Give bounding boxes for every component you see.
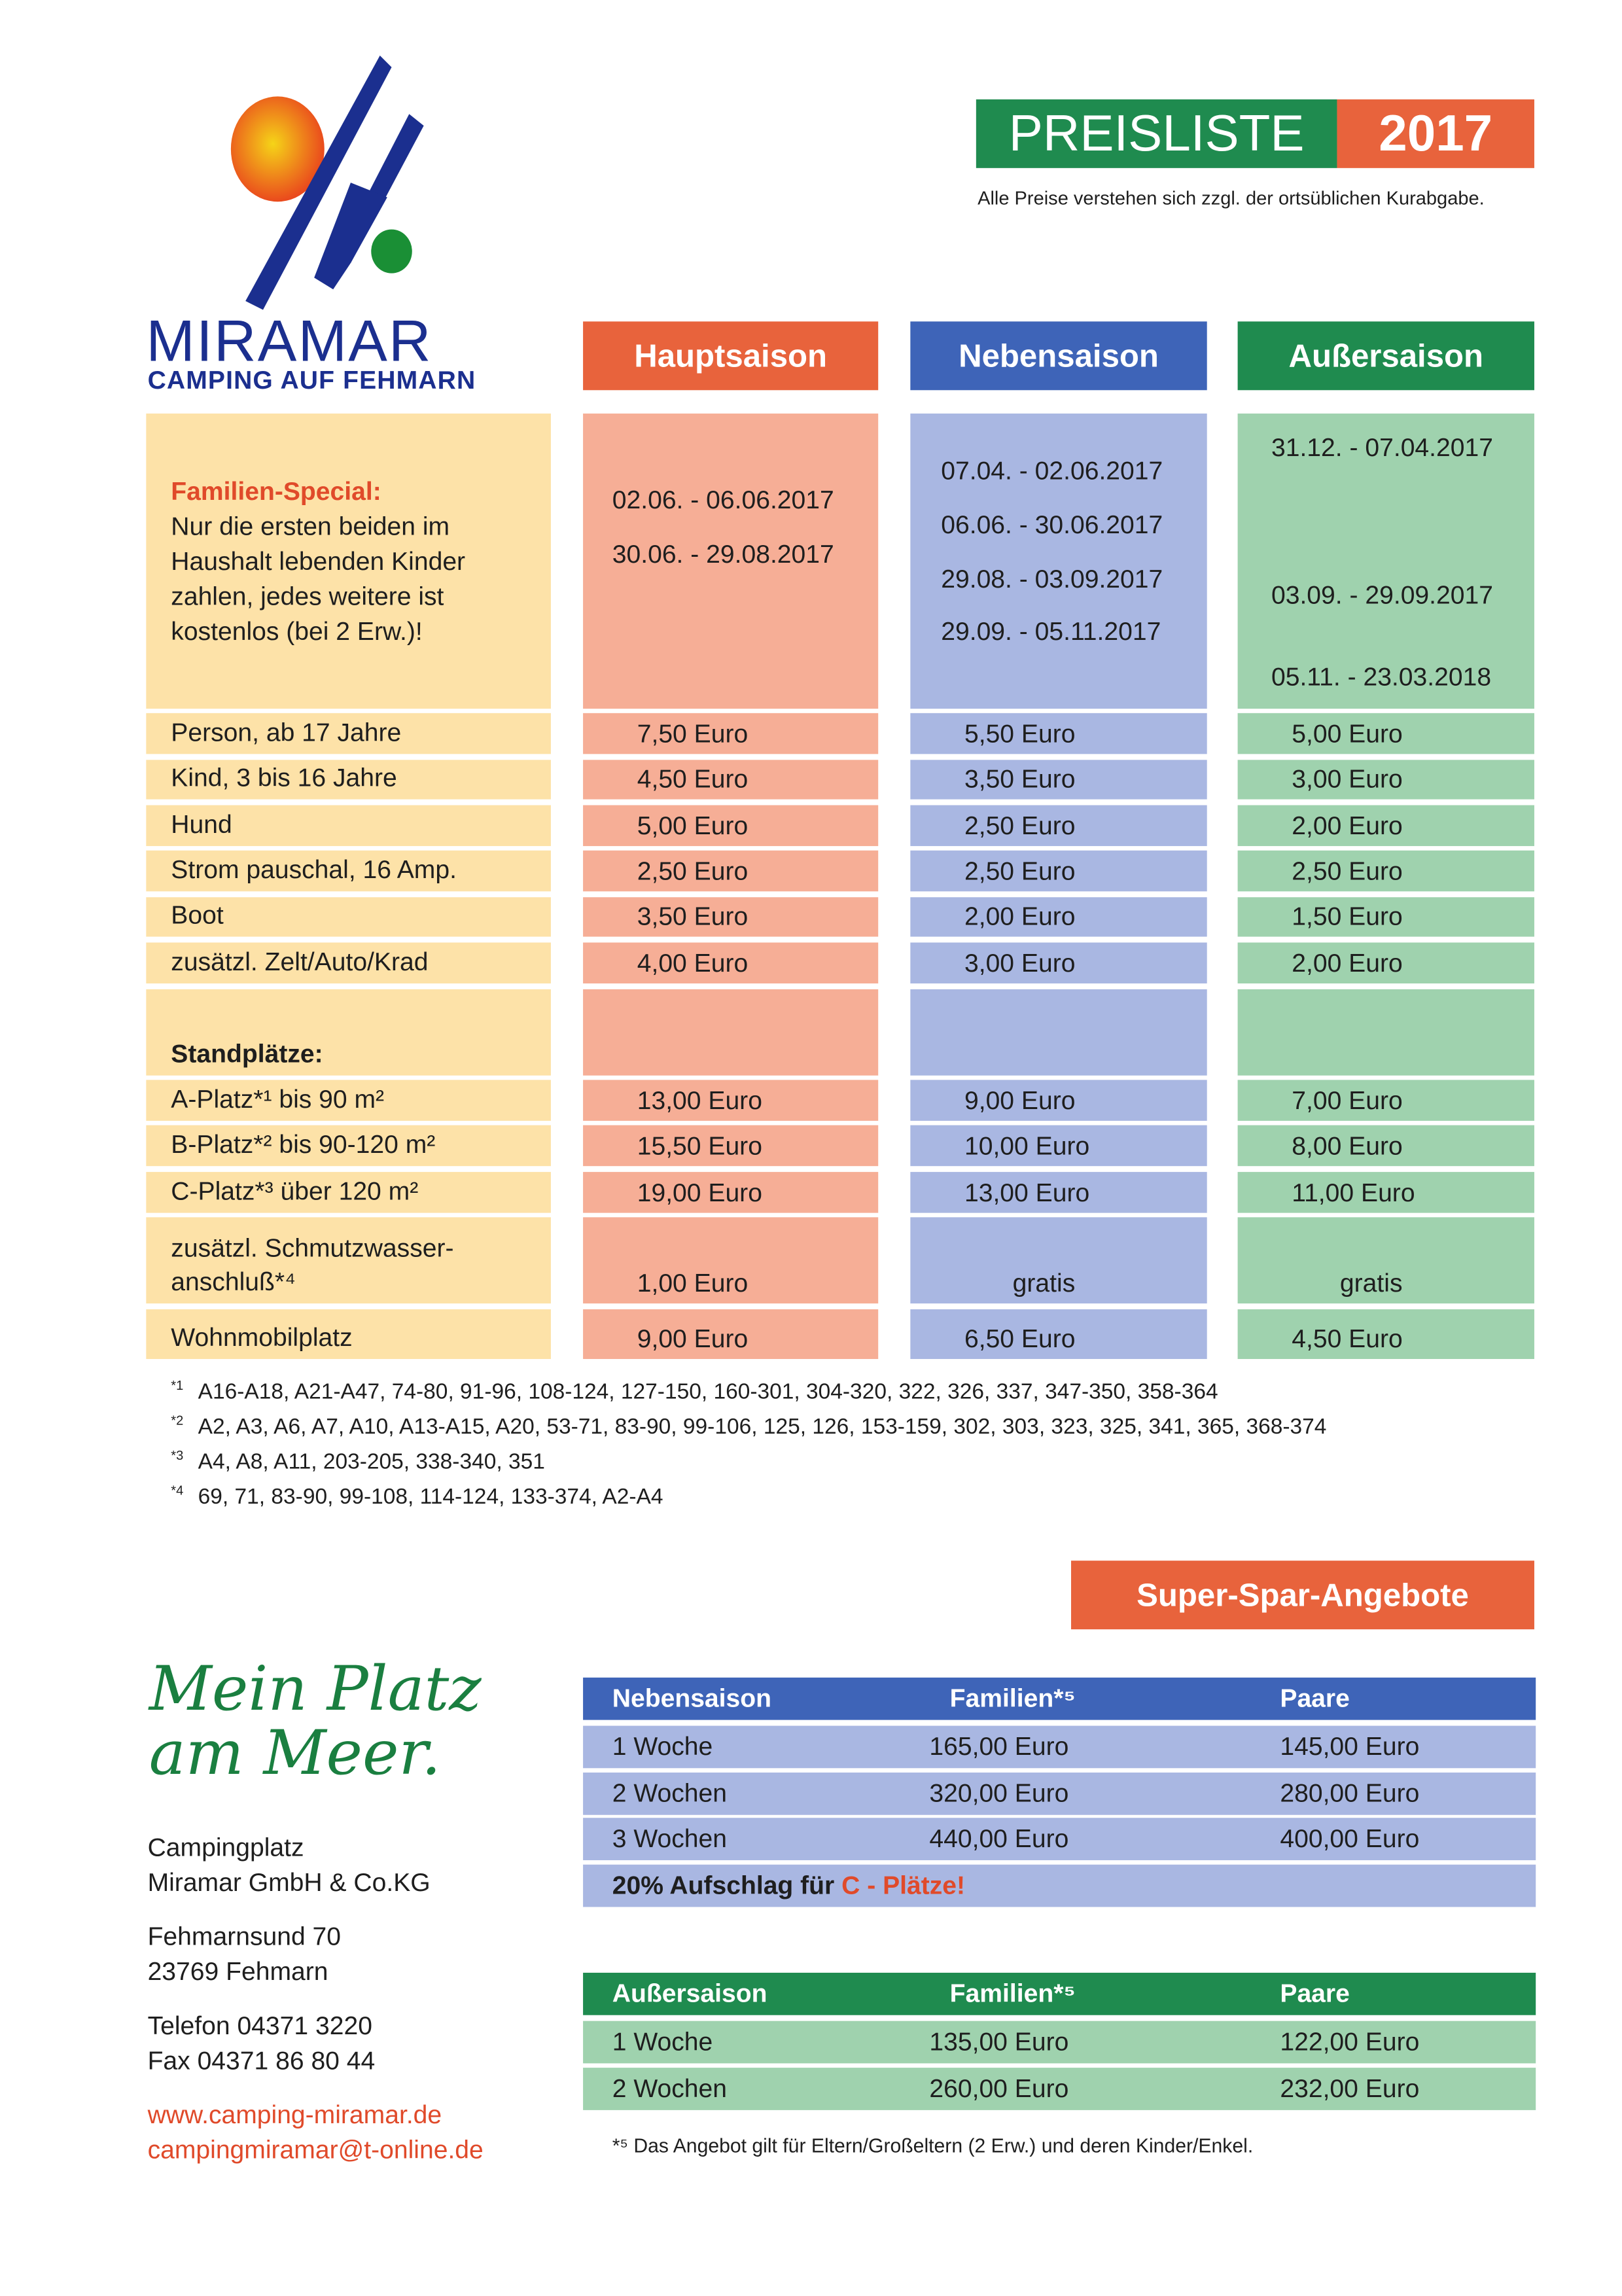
cell: 145,00 Euro bbox=[1280, 1731, 1420, 1761]
price-cell: 15,50 Euro bbox=[583, 1125, 878, 1167]
column-header: Paare bbox=[1280, 1683, 1350, 1713]
date-range: 07.04. - 02.06.2017 bbox=[941, 455, 1163, 486]
aussersaison-offer-row bbox=[583, 2067, 1536, 2110]
price-cell: 2,50 Euro bbox=[583, 851, 878, 892]
season-header-hauptsaison: Hauptsaison bbox=[583, 321, 878, 390]
contact-block bbox=[148, 1829, 484, 2167]
price-cell: 3,00 Euro bbox=[910, 942, 1207, 983]
row-label: Wohnmobilplatz bbox=[146, 1309, 551, 1359]
email-link[interactable]: campingmiramar@t-online.de bbox=[147, 2134, 484, 2164]
cell: 1 Woche bbox=[612, 1731, 713, 1761]
phone: Telefon 04371 3220 bbox=[147, 2011, 372, 2040]
date-range: 30.06. - 29.08.2017 bbox=[612, 539, 834, 569]
super-spar-title: Super-Spar-Angebote bbox=[1071, 1561, 1534, 1629]
date-range: 05.11. - 23.03.2018 bbox=[1271, 662, 1492, 692]
price-cell: 2,00 Euro bbox=[1238, 805, 1534, 847]
fax: Fax 04371 86 80 44 bbox=[147, 2045, 376, 2075]
price-cell: gratis bbox=[1238, 1217, 1534, 1303]
price-cell: 9,00 Euro bbox=[910, 1080, 1207, 1121]
price-cell: 5,00 Euro bbox=[583, 805, 878, 847]
nebensaison-offer-row bbox=[583, 1818, 1536, 1861]
price-cell: gratis bbox=[910, 1217, 1207, 1303]
price-cell: 1,50 Euro bbox=[1238, 897, 1534, 936]
page-subtitle: Alle Preise verstehen sich zzgl. der ortsüblichen Kurabgabe. bbox=[978, 186, 1485, 209]
price-cell: 4,00 Euro bbox=[583, 942, 878, 983]
row-label: B-Platz*² bis 90-120 m² bbox=[146, 1125, 551, 1167]
super-spar-footnote: *⁵ Das Angebot gilt für Eltern/Großeltern (2 Erw.) und deren Kinder/Enkel. bbox=[612, 2134, 1254, 2157]
price-cell: 2,00 Euro bbox=[1238, 942, 1534, 983]
price-cell: 11,00 Euro bbox=[1238, 1172, 1534, 1213]
aussersaison-offer-row bbox=[583, 2021, 1536, 2064]
family-special-line: kostenlos (bei 2 Erw.)! bbox=[171, 616, 423, 646]
column-header: Familien*⁵ bbox=[949, 1978, 1076, 2008]
slogan-line: Mein Platz bbox=[149, 1652, 482, 1725]
price-cell: 1,00 Euro bbox=[583, 1217, 878, 1303]
season-header-aussersaison: Außersaison bbox=[1238, 321, 1534, 390]
cell: 2 Wochen bbox=[612, 2073, 728, 2103]
nebensaison-offer-row bbox=[583, 1726, 1536, 1769]
nebensaison-offer-row bbox=[583, 1772, 1536, 1814]
price-cell: 5,00 Euro bbox=[1238, 713, 1534, 754]
cell: 3 Wochen bbox=[612, 1824, 728, 1854]
column-header: Paare bbox=[1280, 1978, 1350, 2008]
family-special-line: Nur die ersten beiden im bbox=[171, 511, 450, 541]
company-line: Miramar GmbH & Co.KG bbox=[147, 1867, 431, 1897]
price-cell: 5,50 Euro bbox=[910, 713, 1207, 754]
row-label: C-Platz*³ über 120 m² bbox=[146, 1172, 551, 1213]
price-cell bbox=[910, 989, 1207, 1076]
date-range: 03.09. - 29.09.2017 bbox=[1271, 580, 1493, 610]
date-range: 31.12. - 07.04.2017 bbox=[1271, 433, 1493, 462]
c-platz-surcharge-note bbox=[583, 1865, 1536, 1907]
cell: 232,00 Euro bbox=[1280, 2073, 1420, 2103]
footnote-1: $^{*1}$ A16-A18, A21-A47, 74-80, 91-96, 108-124, 127-150, 160-301, 304-320, 322, 326, 337, 347-350, 358-364 bbox=[171, 1378, 1218, 1405]
row-label: Boot bbox=[146, 897, 551, 936]
company-line: Campingplatz bbox=[147, 1832, 304, 1862]
price-cell bbox=[583, 989, 878, 1076]
logo-tagline: CAMPING AUF FEHMARN bbox=[147, 365, 476, 395]
note-text: 20% Aufschlag für bbox=[612, 1870, 842, 1900]
price-cell: 13,00 Euro bbox=[583, 1080, 878, 1121]
column-header: Nebensaison bbox=[612, 1683, 772, 1713]
cell: 1 Woche bbox=[612, 2026, 713, 2057]
row-label: zusätzl. Schmutzwasser- anschluß*⁴ bbox=[146, 1217, 551, 1303]
price-cell: 3,00 Euro bbox=[1238, 760, 1534, 799]
aussersaison-offer-header bbox=[583, 1973, 1536, 2015]
price-cell: 2,00 Euro bbox=[910, 897, 1207, 936]
date-range: 29.08. - 03.09.2017 bbox=[941, 564, 1163, 593]
row-label: Kind, 3 bis 16 Jahre bbox=[146, 760, 551, 799]
nebensaison-offer-header bbox=[583, 1678, 1536, 1720]
row-label: Person, ab 17 Jahre bbox=[146, 713, 551, 754]
page-title: PREISLISTE bbox=[976, 99, 1337, 168]
price-cell: 13,00 Euro bbox=[910, 1172, 1207, 1213]
price-cell: 7,50 Euro bbox=[583, 713, 878, 754]
page-year: 2017 bbox=[1337, 99, 1534, 168]
season-header-nebensaison: Nebensaison bbox=[910, 321, 1207, 390]
logo-name: MIRAMAR bbox=[146, 309, 432, 374]
price-cell: 9,00 Euro bbox=[583, 1309, 878, 1359]
website-link[interactable]: www.camping-miramar.de bbox=[147, 2100, 442, 2129]
footnote-2: $^{*2}$ A2, A3, A6, A7, A10, A13-A15, A20, 53-71, 83-90, 99-106, 125, 126, 153-159, 302, 303, 323, 325, 341, 365, 368-374 bbox=[171, 1413, 1327, 1439]
cell: 440,00 Euro bbox=[929, 1824, 1069, 1854]
price-cell: 19,00 Euro bbox=[583, 1172, 878, 1213]
column-header: Familien*⁵ bbox=[949, 1683, 1076, 1713]
price-cell: 4,50 Euro bbox=[583, 760, 878, 799]
date-range: 29.09. - 05.11.2017 bbox=[941, 616, 1161, 646]
family-special-line: Haushalt lebenden Kinder bbox=[171, 546, 466, 576]
price-cell: 2,50 Euro bbox=[910, 805, 1207, 847]
price-cell: 2,50 Euro bbox=[910, 851, 1207, 892]
date-range: 06.06. - 30.06.2017 bbox=[941, 510, 1163, 540]
price-cell: 10,00 Euro bbox=[910, 1125, 1207, 1167]
footnote-4: $^{*4}$ 69, 71, 83-90, 99-108, 114-124, 133-374, A2-A4 bbox=[171, 1483, 663, 1510]
cell: 320,00 Euro bbox=[929, 1778, 1069, 1807]
price-cell: 2,50 Euro bbox=[1238, 851, 1534, 892]
row-label: Hund bbox=[146, 805, 551, 847]
slogan bbox=[149, 1652, 482, 1789]
cell: 400,00 Euro bbox=[1280, 1824, 1420, 1854]
date-range: 02.06. - 06.06.2017 bbox=[612, 485, 834, 515]
cell: 165,00 Euro bbox=[929, 1731, 1069, 1761]
column-header: Außersaison bbox=[612, 1978, 767, 2008]
row-label: Strom pauschal, 16 Amp. bbox=[146, 851, 551, 892]
price-cell: 4,50 Euro bbox=[1238, 1309, 1534, 1359]
row-label: zusätzl. Zelt/Auto/Krad bbox=[146, 942, 551, 983]
family-special-line: zahlen, jedes weitere ist bbox=[171, 581, 444, 611]
cell: 280,00 Euro bbox=[1280, 1778, 1420, 1807]
cell: 2 Wochen bbox=[612, 1778, 728, 1807]
footnote-3: $^{*3}$ A4, A8, A11, 203-205, 338-340, 351 bbox=[171, 1448, 545, 1475]
address-line: 23769 Fehmarn bbox=[147, 1956, 328, 1987]
price-cell: 3,50 Euro bbox=[583, 897, 878, 936]
price-cell: 8,00 Euro bbox=[1238, 1125, 1534, 1167]
cell: 260,00 Euro bbox=[929, 2073, 1069, 2103]
row-label: Standplätze: bbox=[146, 989, 551, 1076]
cell: 122,00 Euro bbox=[1280, 2026, 1420, 2057]
cell: 135,00 Euro bbox=[929, 2026, 1069, 2057]
price-cell bbox=[1238, 989, 1534, 1076]
family-special-title: Familien-Special: bbox=[171, 476, 381, 506]
price-cell: 7,00 Euro bbox=[1238, 1080, 1534, 1121]
miramar-logo-icon bbox=[205, 44, 438, 321]
row-label: A-Platz*¹ bis 90 m² bbox=[146, 1080, 551, 1121]
price-cell: 6,50 Euro bbox=[910, 1309, 1207, 1359]
note-highlight: C - Plätze! bbox=[841, 1870, 966, 1900]
slogan-line: am Meer. bbox=[149, 1717, 441, 1789]
address-line: Fehmarnsund 70 bbox=[147, 1921, 342, 1951]
price-cell: 3,50 Euro bbox=[910, 760, 1207, 799]
